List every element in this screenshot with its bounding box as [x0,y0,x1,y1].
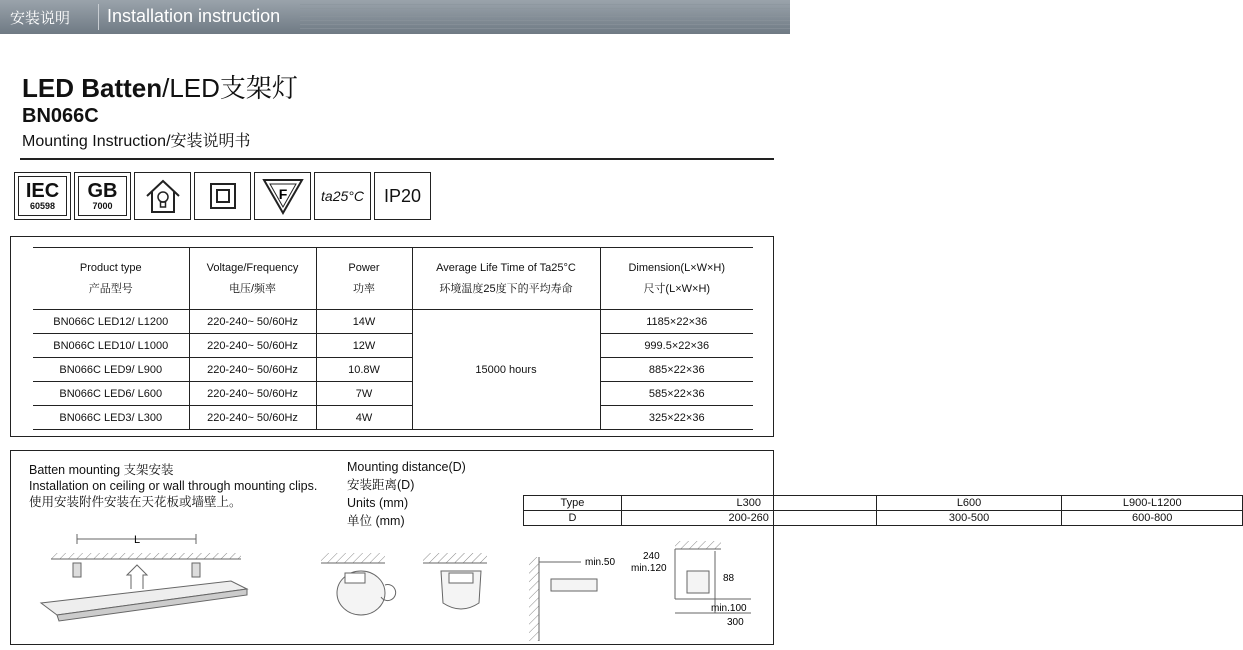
ceiling-mount-diagram [41,534,247,621]
iec-number: 60598 [29,201,56,211]
header-cn: 电压/频率 [228,282,277,295]
banner-stripes [300,4,790,30]
header-en: Product type [79,261,142,274]
table-row [33,382,753,406]
header-en: Voltage/Frequency [206,261,299,274]
distance-value-row [524,511,1243,526]
header-cn: 功率 [353,282,375,295]
title-rest: /LED支架灯 [162,73,298,103]
units-en: Units (mm) [347,496,409,510]
cell-voltage: 220-240~ 50/60Hz [189,334,316,358]
dist-l900: 600-800 [1062,511,1243,526]
iec-label: IEC [25,180,60,202]
mounting-instruction-en: Installation on ceiling or wall through mounting clips. [29,479,318,493]
ambient-temperature-icon [314,172,371,220]
table-row [33,358,753,382]
cell-voltage: 220-240~ 50/60Hz [189,406,316,430]
side-profile-diagram [529,541,751,641]
height-240-label: 240 [643,551,660,562]
banner-title-en: Installation instruction [107,6,281,26]
class-ii-double-square-icon [194,172,251,220]
certification-icons [14,172,431,220]
cell-dimension: 1185×22×36 [600,310,753,334]
cell-voltage: 220-240~ 50/60Hz [189,382,316,406]
mounting-diagrams [11,531,771,641]
dist-head-type: Type [524,496,622,511]
dist-head-l900: L900-L1200 [1062,496,1243,511]
table-header-row [33,248,753,310]
cell-power: 12W [316,334,412,358]
ip-rating-icon [374,172,431,220]
cell-dimension: 885×22×36 [600,358,753,382]
mounting-section [10,450,1182,645]
mounting-instruction-cn: 使用安装附件安装在天花板或墙壁上。 [29,495,242,509]
model-number: BN066C [22,105,99,127]
min100-label: min.100 [711,603,747,614]
ta-label: ta25°C [321,188,364,204]
cell-product: BN066C LED6/ L600 [33,382,189,406]
ip-label: IP20 [383,185,422,206]
min50-label: min.50 [585,557,616,568]
dist-head-l600: L600 [876,496,1062,511]
banner-title-cn: 安装说明 [10,10,71,27]
mounting-distance-en: Mounting distance(D) [347,460,466,474]
header-power [316,248,412,310]
document-subtitle: Mounting Instruction/安装说明书 [22,133,251,150]
table-row [33,406,753,430]
table-row [33,310,753,334]
mounting-distance-table [523,495,1243,526]
product-table-box [10,236,774,437]
title-divider [20,158,774,160]
header-en: Dimension(L×W×H) [628,261,726,274]
header-cn: 环境温度25度下的平均寿命 [439,282,573,295]
cell-product: BN066C LED10/ L1000 [33,334,189,358]
indoor-use-house-icon [134,172,191,220]
clip-diagram [321,553,487,615]
units-cn: 单位 (mm) [347,514,405,528]
iec-60598-icon [14,172,71,220]
cell-power: 14W [316,310,412,334]
cell-power: 4W [316,406,412,430]
f-mark-triangle-icon [254,172,311,220]
min120-label: min.120 [631,563,667,574]
header-dimension [600,248,753,310]
height-88-label: 88 [723,573,735,584]
cell-voltage: 220-240~ 50/60Hz [189,310,316,334]
width-300-label: 300 [727,617,744,628]
header-voltage [189,248,316,310]
cell-dimension: 585×22×36 [600,382,753,406]
product-table [33,247,753,430]
cell-voltage: 220-240~ 50/60Hz [189,358,316,382]
dist-l300: 200-260 [621,511,876,526]
cell-dimension: 999.5×22×36 [600,334,753,358]
cell-product: BN066C LED12/ L1200 [33,310,189,334]
table-row [33,334,753,358]
header-banner [0,0,790,34]
header-en: Power [348,261,380,274]
cell-power: 10.8W [316,358,412,382]
gb-number: 7000 [92,201,113,211]
header-cn: 产品型号 [88,282,133,295]
cell-power: 7W [316,382,412,406]
cell-product: BN066C LED3/ L300 [33,406,189,430]
document-title [22,68,298,105]
dist-l600: 300-500 [876,511,1062,526]
mounting-heading: Batten mounting 支架安装 [29,463,174,477]
gb-7000-icon [74,172,131,220]
title-bold: LED Batten [22,73,163,103]
cell-dimension: 325×22×36 [600,406,753,430]
cell-product: BN066C LED9/ L900 [33,358,189,382]
length-label: L [133,534,141,546]
gb-label: GB [87,180,118,202]
dist-head-l300: L300 [621,496,876,511]
banner-divider [98,4,99,30]
cell-lifetime: 15000 hours [412,310,600,430]
header-en: Average Life Time of Ta25°C [436,261,576,274]
mounting-distance-cn: 安装距离(D) [347,478,415,492]
header-product-type [33,248,189,310]
dist-d: D [524,511,622,526]
header-lifetime [412,248,600,310]
distance-header-row [524,496,1243,511]
svg-text:F: F [278,186,287,202]
header-cn: 尺寸(L×W×H) [643,282,711,295]
